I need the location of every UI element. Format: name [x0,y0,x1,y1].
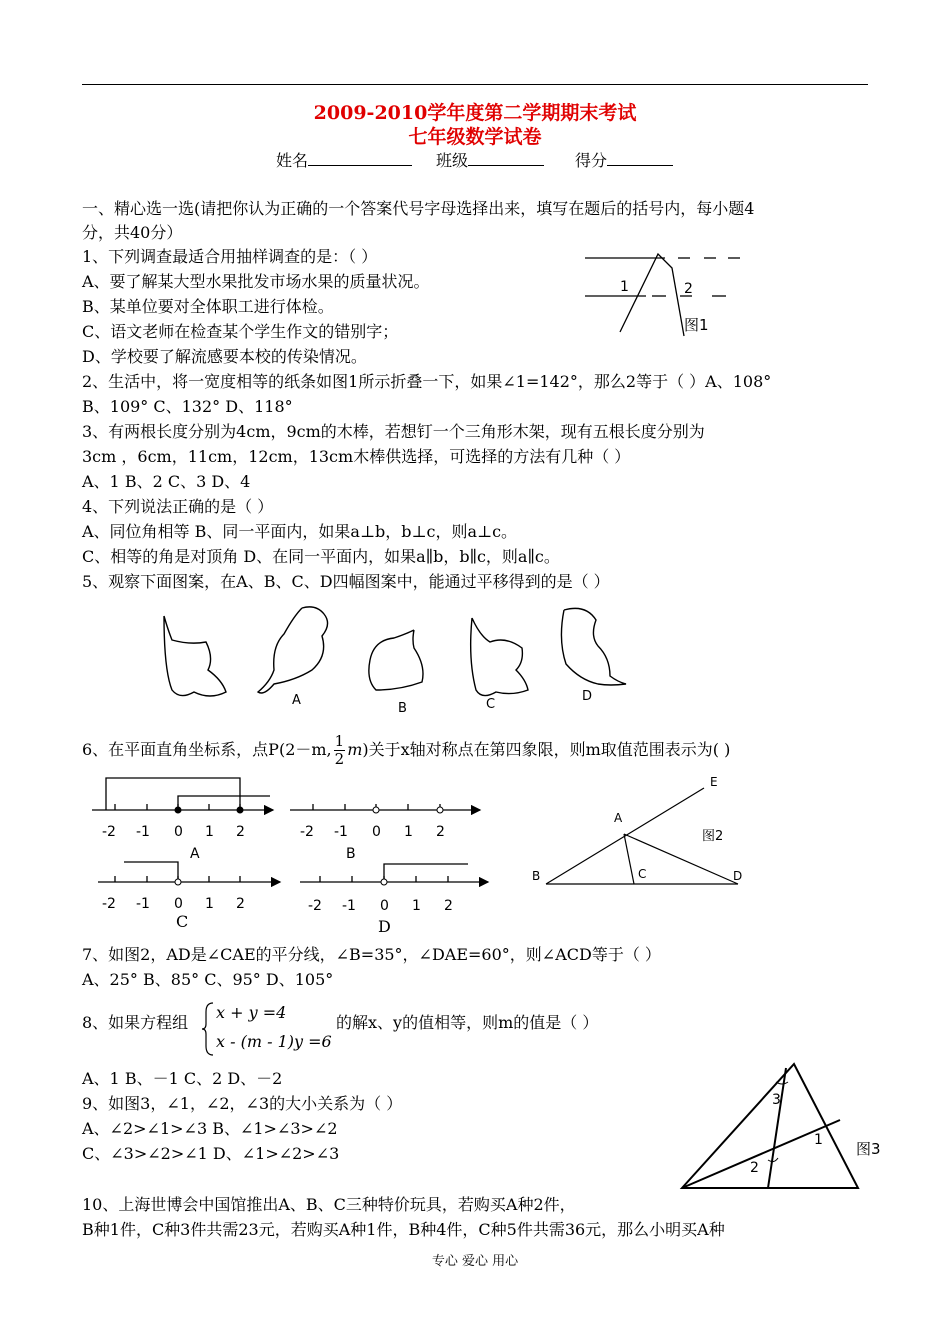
q3-line2: 3cm ，6cm，11cm，12cm，13cm木棒供选择，可选择的方法有几种（ ） [82,447,631,466]
shape-label-a: A [292,693,301,708]
figure-5-shapes [150,600,640,720]
q8-brace [200,1000,216,1058]
fig3-label: 图3 [856,1140,881,1158]
q3-line1: 3、有两根长度分别为4cm，9cm的木棒，若想钉一个三角形木架，现有五根长度分别为 [82,422,705,441]
nl-label-b: B [346,846,356,862]
fig2-point-b: B [532,869,541,883]
q8-eq1: x + y =4 [216,1003,287,1022]
figure-3 [678,1060,898,1192]
q4-options-cd: C、相等的角是对顶角 D、在同一平面内，如果a∥b，b∥c，则a∥c。 [82,547,560,566]
svg-text:1: 1 [205,824,214,840]
fig2-point-d: D [733,869,743,883]
q9-options-ab: A、∠2>∠1>∠3 B、∠1>∠3>∠2 [82,1119,338,1138]
svg-text:-1: -1 [136,896,150,912]
fig2-point-e: E [710,775,718,789]
figure-1 [580,248,750,348]
fig2-point-a: A [614,811,623,825]
svg-text:2: 2 [436,824,445,840]
svg-text:1: 1 [412,898,421,914]
figure-2 [528,770,758,890]
shape-label-c: C [486,697,496,712]
q9-options-cd: C、∠3>∠2>∠1 D、∠1>∠2>∠3 [82,1144,340,1163]
section-heading-cont: 分，共40分） [82,223,183,242]
fig3-angle-2: 2 [750,1160,759,1176]
svg-text:0: 0 [174,896,183,912]
q1-stem: 1、下列调查最适合用抽样调查的是：（ ） [82,247,378,266]
svg-text:-2: -2 [102,824,116,840]
fig3-angle-1: 1 [814,1132,823,1148]
nl-label-a: A [190,846,200,862]
svg-text:0: 0 [174,824,183,840]
svg-text:-2: -2 [308,898,322,914]
q9-stem: 9、如图3，∠1，∠2，∠3的大小关系为（ ） [82,1094,403,1113]
nl-label-d: D [378,917,391,936]
q8-eq2: x - (m - 1)y =6 [216,1032,332,1051]
exam-subtitle: 七年级数学试卷 [408,126,542,148]
q8-post: 的解x、y的值相等，则m的值是（ ） [336,1013,599,1032]
q6-stem-post: )关于x轴对称点在第四象限，则m取值范围表示为( ) [362,740,731,759]
shape-label-b: B [398,701,407,716]
svg-text:-2: -2 [102,896,116,912]
top-rule [82,84,868,85]
fig1-angle-2: 2 [684,281,693,297]
nl-label-c: C [176,912,189,931]
q3-options: A、1 B、2 C、3 D、4 [82,472,251,491]
svg-text:-1: -1 [136,824,150,840]
fig2-label: 图2 [702,829,724,844]
svg-text:-1: -1 [342,898,356,914]
q7-options: A、25° B、85° C、95° D、105° [82,970,334,989]
fig3-angle-3: 3 [772,1092,781,1108]
svg-text:2: 2 [236,824,245,840]
name-field[interactable]: 姓名 [276,148,412,171]
q2-line2: B、109° C、132° D、118° [82,397,293,416]
fig2-point-c: C [638,867,647,881]
q7-stem: 7、如图2，AD是∠CAE的平分线，∠B=35°，∠DAE=60°，则∠ACD等于（ ） [82,945,661,964]
q1-option-c: C、语文老师在检查某个学生作文的错别字； [82,322,399,341]
svg-text:0: 0 [380,898,389,914]
svg-text:-2: -2 [300,824,314,840]
svg-text:1: 1 [205,896,214,912]
q8-pre: 8、如果方程组 [82,1013,189,1032]
shape-label-d: D [582,689,593,704]
q1-option-d: D、学校要了解流感要本校的传染情况。 [82,347,367,366]
svg-text:-1: -1 [334,824,348,840]
q10-line1: 10、上海世博会中国馆推出A、B、C三种特价玩具，若购买A种2件， [82,1195,576,1214]
q4-stem: 4、下列说法正确的是（ ） [82,497,274,516]
q8-options: A、1 B、－1 C、2 D、－2 [82,1069,283,1088]
page-footer: 专心 爱心 用心 [431,1254,519,1269]
q10-line2: B种1件，C种3件共需23元，若购买A种1件，B种4件，C种5件共需36元，那么小明买A种 [82,1220,725,1239]
svg-text:0: 0 [372,824,381,840]
fig1-angle-1: 1 [620,279,629,295]
q6-fraction: $\frac{1}{2}$ [334,732,345,768]
q6-stem [82,733,730,768]
fig1-label: 图1 [684,316,709,334]
q1-option-a: A、要了解某大型水果批发市场水果的质量状况。 [82,272,430,291]
q1-option-b: B、某单位要对全体职工进行体检。 [82,297,334,316]
q5-stem: 5、观察下面图案，在A、B、C、D四幅图案中，能通过平移得到的是（ ） [82,572,610,591]
score-field[interactable]: 得分 [575,148,673,171]
svg-text:1: 1 [404,824,413,840]
q2-line1: 2、生活中，将一宽度相等的纸条如图1所示折叠一下，如果∠1=142°，那么2等于（ ）A、108° [82,372,772,391]
q6-stem-pre: 6、在平面直角坐标系，点P(2－m, [82,740,332,759]
class-field[interactable]: 班级 [436,148,544,171]
q4-options-ab: A、同位角相等 B、同一平面内，如果a⊥b，b⊥c，则a⊥c。 [82,522,518,541]
svg-text:2: 2 [444,898,453,914]
number-lines [88,770,508,920]
svg-text:2: 2 [236,896,245,912]
section-heading: 一、精心选一选(请把你认为正确的一个答案代号字母选择出来，填写在题后的括号内，每小题4 [82,199,755,218]
q6-frac-var: m [347,740,363,759]
exam-title: 2009-2010学年度第二学期期末考试 [313,102,637,124]
